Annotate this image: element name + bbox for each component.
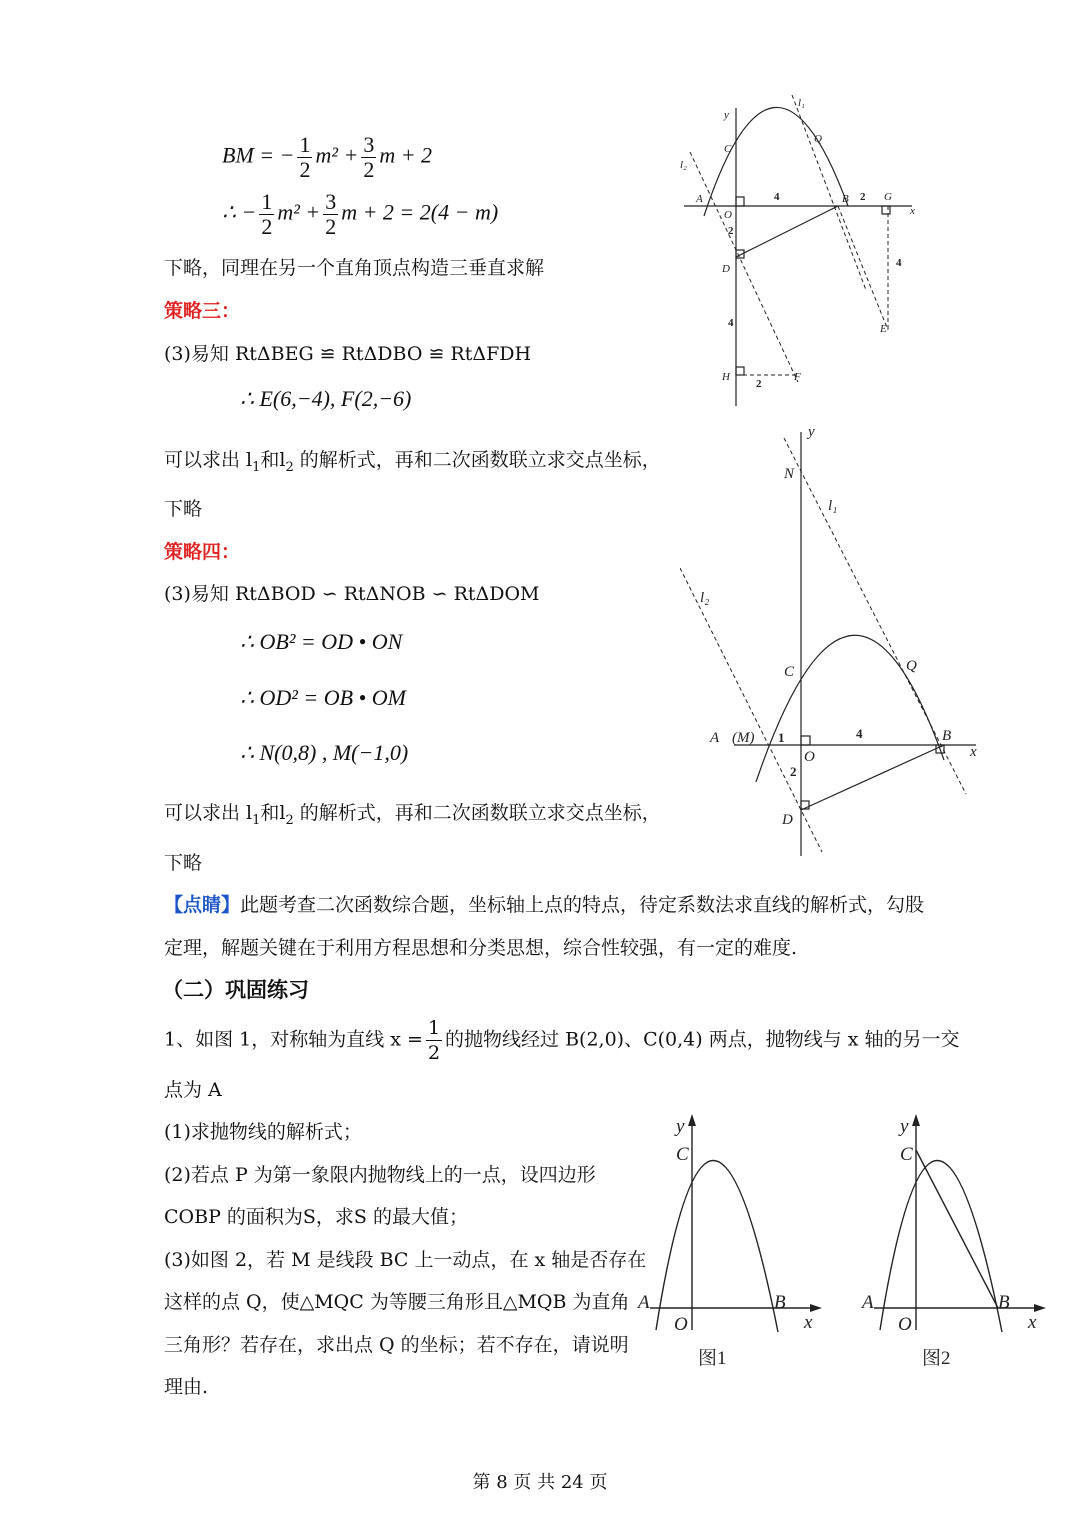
fig3-label-2: 2 xyxy=(860,191,866,203)
p1-intro-b: 的抛物线经过 B(2,0)、C(0,4) 两点，抛物线与 x 轴的另一交 xyxy=(445,1028,960,1051)
figure-2 xyxy=(856,1112,1056,1376)
fig1-label-b: B xyxy=(774,1292,786,1313)
fig3-label-y: y xyxy=(724,109,729,121)
s4-l5-sub1: 1 xyxy=(252,812,261,828)
equation-therefore xyxy=(222,190,498,239)
dianjing-tag: 【点睛】 xyxy=(164,894,241,916)
problem1-intro-c: 点为 A xyxy=(164,1079,222,1101)
fig1-parabola xyxy=(656,1160,778,1332)
fig2-label-c: C xyxy=(900,1144,913,1165)
fig1-caption: 图1 xyxy=(698,1348,727,1369)
dianjing-line1 xyxy=(164,890,924,917)
fig1-y-arrow-icon xyxy=(688,1114,696,1126)
strategy4-line2: ∴ OB² = OD • ON xyxy=(240,629,403,654)
eq2-lhs: ∴ − xyxy=(222,199,257,225)
eq2-frac1-den: 2 xyxy=(261,214,273,239)
eq1-frac2 xyxy=(361,133,376,182)
eq1-frac2-num: 3 xyxy=(363,132,375,157)
eq2-frac2-num: 3 xyxy=(325,189,337,214)
fig3-label-c: C xyxy=(724,143,732,155)
problem1-q1: (1)求抛物线的解析式； xyxy=(164,1121,362,1143)
problem1-intro xyxy=(164,1016,960,1065)
strategy4-line5 xyxy=(164,798,661,828)
fig2-label-b: B xyxy=(998,1292,1010,1313)
fig3-label-e: E xyxy=(880,323,887,335)
fig4-label-o: O xyxy=(804,749,815,765)
fig3-label-l2: l₂ xyxy=(680,159,687,171)
dianjing-line2: 定理，解题关键在于利用方程思想和分类思想，综合性较强，有一定的难度. xyxy=(164,937,798,959)
eq1-frac1-den: 2 xyxy=(299,157,311,182)
fig4-right-angle-o xyxy=(801,736,810,745)
fig4-segment-db xyxy=(801,745,944,810)
fig3-label-q: Q xyxy=(814,133,822,145)
fig3-label-x: x xyxy=(910,205,915,217)
fig1-label-y: y xyxy=(676,1116,685,1137)
s3-l3-b: 和l xyxy=(260,449,286,471)
eq2-rhs: m + 2 = 2(4 − m) xyxy=(341,199,499,225)
fig4-label-2: 2 xyxy=(790,764,797,779)
problem1-q3c: 三角形？若存在，求出点 Q 的坐标；若不存在，请说明 xyxy=(164,1334,629,1356)
fig4-label-x: x xyxy=(970,744,977,760)
strategy3-line4: 下略 xyxy=(164,498,203,520)
fig1-x-arrow-icon xyxy=(810,1304,822,1312)
fig4-label-a: A xyxy=(710,730,720,746)
strategy4-line6: 下略 xyxy=(164,852,203,874)
fig1-label-x: x xyxy=(804,1312,813,1333)
s4-l5-a: 可以求出 l xyxy=(164,802,253,824)
s4-l5-c: 的解析式，再和二次函数联立求交点坐标， xyxy=(293,802,661,824)
fig2-x-arrow-icon xyxy=(1034,1304,1046,1312)
fig3-label-g: G xyxy=(884,191,892,203)
strategy3-line1: (3)易知 RtΔBEG ≌ RtΔDBO ≌ RtΔFDH xyxy=(164,343,532,365)
fig2-label-y: y xyxy=(900,1116,909,1137)
figure-strategy4 xyxy=(680,420,1000,860)
s3-l3-c: 的解析式，再和二次函数联立求交点坐标， xyxy=(293,449,661,471)
fig4-line-l1 xyxy=(784,438,966,794)
strategy4-line4: ∴ N(0,8) , M(−1,0) xyxy=(240,740,409,765)
fig2-caption: 图2 xyxy=(922,1348,951,1369)
fig4-label-1: 1 xyxy=(778,730,785,745)
fig3-label-b: B xyxy=(842,193,849,205)
s4-l5-sub2: 2 xyxy=(285,812,294,828)
eq1-rhs: m + 2 xyxy=(379,142,433,168)
fig3-label-f: F xyxy=(794,371,801,383)
fig3-line-l2 xyxy=(690,152,798,382)
fig4-label-d: D xyxy=(782,812,793,828)
fig4-label-m: (M) xyxy=(732,730,755,746)
fig3-label-2b: 2 xyxy=(728,225,734,237)
fig4-label-n: N xyxy=(784,466,795,482)
fig4-label-l1: l₁ xyxy=(828,498,838,514)
fig3-right-angle-o xyxy=(736,197,744,206)
eq2-frac2 xyxy=(323,190,338,239)
equation-bm xyxy=(222,133,432,182)
fig4-label-4: 4 xyxy=(856,726,863,741)
fig3-label-a: A xyxy=(696,193,703,205)
fig2-label-o: O xyxy=(898,1314,912,1335)
fig2-segment-bc xyxy=(916,1150,998,1308)
s3-l3-sub1: 1 xyxy=(252,459,261,475)
eq2-frac2-den: 2 xyxy=(325,214,337,239)
fig4-label-y: y xyxy=(808,424,815,440)
fig3-label-l1: l₁ xyxy=(798,97,805,109)
fig2-y-arrow-icon xyxy=(912,1114,920,1126)
p1-intro-a: 1、如图 1，对称轴为直线 x = xyxy=(164,1028,423,1051)
problem1-q3a: (3)如图 2，若 M 是线段 BC 上一动点，在 x 轴是否存在 xyxy=(164,1249,647,1271)
problem1-q2a: (2)若点 P 为第一象限内抛物线上的一点，设四边形 xyxy=(164,1164,596,1186)
fig3-right-angle-g xyxy=(882,206,890,214)
fig3-label-d: D xyxy=(722,263,730,275)
figure-strategy3 xyxy=(670,90,930,410)
strategy4-line3: ∴ OD² = OB • OM xyxy=(240,685,406,710)
fig1-label-a: A xyxy=(638,1292,650,1313)
strategy3-line2: ∴ E(6,−4), F(2,−6) xyxy=(240,386,412,411)
fig3-label-4c: 4 xyxy=(896,257,902,269)
fig3-label-4: 4 xyxy=(774,191,780,203)
p1-frac-den: 2 xyxy=(427,1042,441,1064)
eq1-frac1-num: 1 xyxy=(299,132,311,157)
strategy3-line3 xyxy=(164,445,661,475)
fig3-label-o: O xyxy=(724,209,732,221)
text-omit-same: 下略，同理在另一个直角顶点构造三垂直求解 xyxy=(164,257,545,279)
fig2-parabola xyxy=(880,1160,1002,1332)
fig3-line-be xyxy=(838,206,888,330)
strategy3-heading: 策略三： xyxy=(164,300,241,322)
fig3-label-h: H xyxy=(722,371,730,383)
eq2-frac1 xyxy=(259,190,274,239)
fig3-right-angle-h xyxy=(736,367,744,375)
dianjing-text1: 此题考查二次函数综合题，坐标轴上点的特点，待定系数法求直线的解析式，勾股 xyxy=(240,894,925,916)
fig3-label-2c: 2 xyxy=(756,378,762,390)
fig3-line-l1 xyxy=(792,95,866,290)
fig1-label-c: C xyxy=(676,1144,689,1165)
fig3-segment-db xyxy=(736,206,838,257)
eq1-lhs: BM = − xyxy=(222,142,295,168)
p1-frac xyxy=(426,1016,442,1065)
fig1-label-o: O xyxy=(674,1314,688,1335)
page-footer: 第 8 页 共 24 页 xyxy=(472,1472,608,1493)
fig4-label-b: B xyxy=(942,728,952,744)
fig4-label-l2: l₂ xyxy=(700,590,710,606)
problem1-q3d: 理由. xyxy=(164,1376,209,1398)
fig3-label-4b: 4 xyxy=(728,317,734,329)
s4-l5-b: 和l xyxy=(260,802,286,824)
s3-l3-sub2: 2 xyxy=(285,459,294,475)
problem1-q2b: COBP 的面积为S，求S 的最大值； xyxy=(164,1206,468,1228)
fig4-label-q: Q xyxy=(906,658,917,674)
fig2-label-a: A xyxy=(862,1292,874,1313)
section-title: （二）巩固练习 xyxy=(162,977,309,1002)
figure-1 xyxy=(632,1112,832,1376)
s3-l3-a: 可以求出 l xyxy=(164,449,253,471)
eq2-mid: m² + xyxy=(277,199,321,225)
fig2-label-x: x xyxy=(1028,1312,1037,1333)
eq1-mid: m² + xyxy=(315,142,359,168)
eq1-frac2-den: 2 xyxy=(363,157,375,182)
strategy4-heading: 策略四： xyxy=(164,541,241,563)
fig4-label-c: C xyxy=(784,664,795,680)
p1-frac-num: 1 xyxy=(427,1017,441,1039)
strategy4-line1: (3)易知 RtΔBOD ∽ RtΔNOB ∽ RtΔDOM xyxy=(164,583,540,605)
eq1-frac1 xyxy=(297,133,312,182)
problem1-q3b: 这样的点 Q，使△MQC 为等腰三角形且△MQB 为直角 xyxy=(164,1291,630,1313)
eq2-frac1-num: 1 xyxy=(261,189,273,214)
